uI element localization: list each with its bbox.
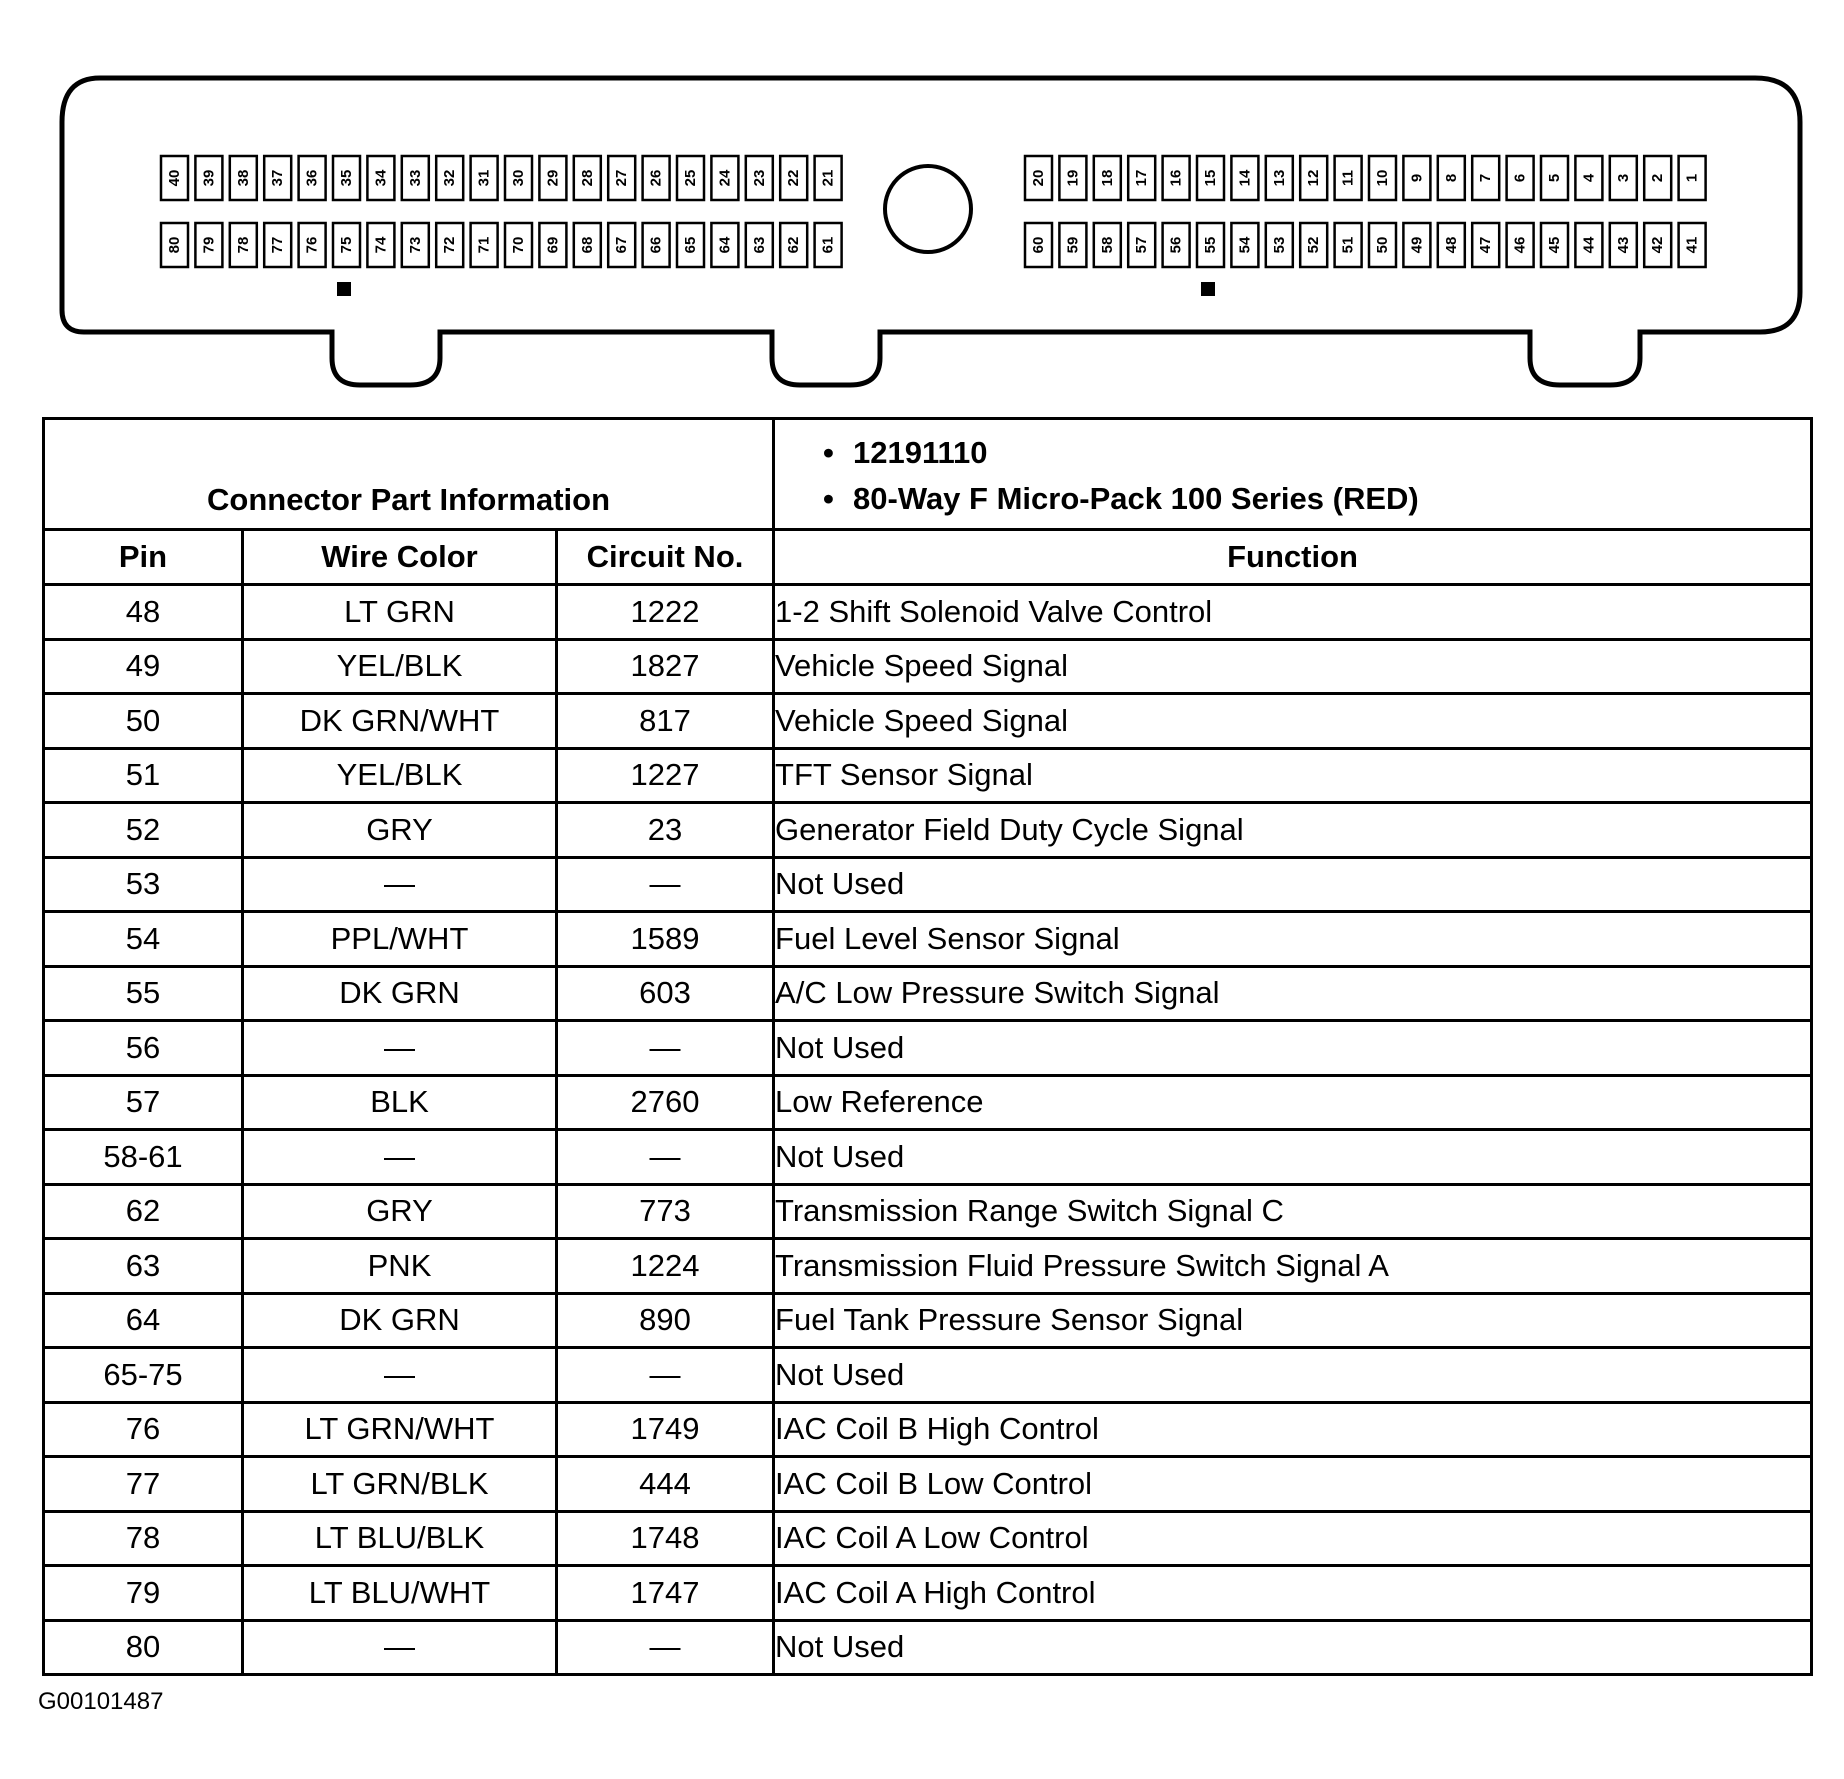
cell-pin: 58-61: [44, 1130, 243, 1185]
cell-function: IAC Coil B High Control: [774, 1402, 1812, 1457]
pin-number: 6: [1511, 173, 1529, 183]
pin-number: 76: [303, 236, 321, 254]
pin-number: 8: [1442, 173, 1460, 183]
table-row: [44, 1130, 1812, 1185]
pin-number: 16: [1167, 169, 1185, 187]
pin-number: 51: [1339, 236, 1357, 254]
cell-function: Not Used: [774, 1348, 1812, 1403]
pin-number: 58: [1098, 236, 1116, 254]
col-header-wire-color: Wire Color: [243, 530, 557, 585]
figure-id: G00101487: [38, 1688, 164, 1715]
pin-number: 10: [1374, 169, 1391, 187]
cell-function: IAC Coil A Low Control: [774, 1511, 1812, 1566]
pin-number: 36: [303, 169, 321, 187]
part-info-list: [774, 419, 1812, 530]
left-alignment-mark: [337, 282, 351, 296]
pin-number: 18: [1098, 169, 1116, 187]
cell-pin: 77: [44, 1457, 243, 1512]
pin-number: 60: [1030, 236, 1047, 254]
cell-function: Low Reference: [774, 1075, 1812, 1130]
pin-number: 25: [682, 169, 699, 187]
cell-circuit-no: 1224: [557, 1239, 774, 1294]
pin-number: 14: [1236, 169, 1254, 187]
cell-pin: 78: [44, 1511, 243, 1566]
pin-number: 75: [338, 236, 355, 254]
pin-number: 31: [475, 169, 493, 187]
pin-number: 62: [785, 236, 803, 254]
pin-number: 73: [406, 236, 424, 254]
cell-function: Not Used: [774, 1130, 1812, 1185]
cell-wire-color: PNK: [243, 1239, 557, 1294]
col-header-pin: Pin: [44, 530, 243, 585]
pin-number: 19: [1064, 169, 1082, 187]
pin-number: 66: [647, 236, 665, 254]
table-row: [44, 803, 1812, 858]
cell-wire-color: —: [243, 857, 557, 912]
connector-housing-outline: [62, 78, 1800, 385]
table-row: [44, 966, 1812, 1021]
table-row: [44, 1620, 1812, 1675]
cell-function: TFT Sensor Signal: [774, 748, 1812, 803]
table-header-info-row: [44, 419, 1812, 530]
pin-number: 56: [1167, 236, 1185, 254]
connector-type-item: • 80-Way F Micro-Pack 100 Series (RED): [823, 481, 1419, 516]
cell-circuit-no: 1747: [557, 1566, 774, 1621]
cell-wire-color: YEL/BLK: [243, 748, 557, 803]
cell-circuit-no: 1827: [557, 639, 774, 694]
column-header-row: [44, 530, 1812, 585]
table-row: [44, 748, 1812, 803]
cell-wire-color: DK GRN: [243, 966, 557, 1021]
pin-number: 13: [1270, 169, 1288, 187]
pin-number: 20: [1030, 169, 1047, 187]
cell-circuit-no: —: [557, 1348, 774, 1403]
cell-pin: 50: [44, 694, 243, 749]
cell-circuit-no: —: [557, 1620, 774, 1675]
pin-number: 79: [200, 236, 218, 254]
cell-circuit-no: —: [557, 857, 774, 912]
table-row: [44, 1566, 1812, 1621]
pin-number: 33: [406, 169, 424, 187]
cell-wire-color: LT GRN/WHT: [243, 1402, 557, 1457]
pin-number: 11: [1339, 170, 1357, 186]
cell-wire-color: LT GRN: [243, 585, 557, 640]
pin-number: 70: [510, 236, 527, 254]
cell-pin: 52: [44, 803, 243, 858]
cell-circuit-no: 444: [557, 1457, 774, 1512]
part-number-item: • 12191110: [823, 435, 988, 470]
pin-number: 7: [1477, 173, 1495, 183]
cell-pin: 51: [44, 748, 243, 803]
pin-number: 28: [578, 169, 596, 187]
cell-wire-color: LT BLU/BLK: [243, 1511, 557, 1566]
pin-number: 39: [200, 169, 218, 187]
cell-function: IAC Coil B Low Control: [774, 1457, 1812, 1512]
pin-number: 61: [819, 236, 837, 254]
pin-number: 71: [475, 236, 493, 254]
pin-number: 30: [510, 169, 527, 187]
pin-number: 64: [716, 236, 734, 254]
pin-number: 49: [1408, 236, 1426, 254]
cell-circuit-no: 23: [557, 803, 774, 858]
cell-wire-color: BLK: [243, 1075, 557, 1130]
pin-number: 35: [338, 169, 355, 187]
pin-number: 40: [166, 169, 183, 187]
pin-number: 52: [1305, 236, 1323, 254]
center-guide-hole: [885, 166, 971, 252]
pin-number: 26: [647, 169, 665, 187]
pin-number: 53: [1270, 236, 1288, 254]
cell-pin: 79: [44, 1566, 243, 1621]
pin-number: 57: [1133, 236, 1151, 254]
table-row: [44, 694, 1812, 749]
pin-number: 21: [819, 169, 837, 187]
pin-number: 24: [716, 169, 734, 187]
pin-number: 45: [1546, 236, 1563, 254]
pin-number: 38: [234, 169, 252, 187]
table-row: [44, 1348, 1812, 1403]
pin-number: 50: [1374, 236, 1391, 254]
pin-number: 44: [1580, 236, 1598, 254]
cell-wire-color: GRY: [243, 803, 557, 858]
pin-number: 9: [1408, 173, 1426, 183]
cell-function: Transmission Range Switch Signal C: [774, 1184, 1812, 1239]
pin-number: 12: [1305, 169, 1323, 187]
pin-number: 32: [441, 169, 459, 187]
table-row: [44, 1511, 1812, 1566]
pin-number: 67: [613, 236, 631, 254]
table-row: [44, 1075, 1812, 1130]
pin-number: 48: [1442, 236, 1460, 254]
cell-wire-color: GRY: [243, 1184, 557, 1239]
cell-wire-color: —: [243, 1620, 557, 1675]
pin-number: 42: [1649, 236, 1667, 254]
cell-pin: 62: [44, 1184, 243, 1239]
pin-number: 27: [613, 169, 631, 187]
table-row: [44, 1457, 1812, 1512]
cell-function: IAC Coil A High Control: [774, 1566, 1812, 1621]
pin-number: 74: [372, 236, 390, 254]
pin-number: 23: [750, 169, 768, 187]
right-alignment-mark: [1201, 282, 1215, 296]
pin-number: 17: [1133, 169, 1151, 187]
cell-pin: 54: [44, 912, 243, 967]
pin-number: 54: [1236, 236, 1254, 254]
pin-number: 4: [1580, 173, 1598, 183]
connector-part-information-title: Connector Part Information: [44, 419, 774, 530]
table-row: [44, 1402, 1812, 1457]
cell-circuit-no: 1748: [557, 1511, 774, 1566]
pin-number: 59: [1064, 236, 1082, 254]
pin-number: 2: [1649, 173, 1667, 183]
pin-number: 68: [578, 236, 596, 254]
table-row: [44, 1239, 1812, 1294]
pin-number: 37: [269, 169, 287, 187]
cell-pin: 53: [44, 857, 243, 912]
cell-pin: 57: [44, 1075, 243, 1130]
table-row: [44, 1184, 1812, 1239]
table-row: [44, 1021, 1812, 1076]
cell-circuit-no: 2760: [557, 1075, 774, 1130]
connector-type: 80-Way F Micro-Pack 100 Series (RED): [853, 481, 1419, 516]
cell-function: A/C Low Pressure Switch Signal: [774, 966, 1812, 1021]
table-row: [44, 912, 1812, 967]
cell-circuit-no: —: [557, 1021, 774, 1076]
cell-function: Fuel Tank Pressure Sensor Signal: [774, 1293, 1812, 1348]
cell-wire-color: —: [243, 1348, 557, 1403]
pin-number: 1: [1683, 173, 1701, 183]
cell-wire-color: DK GRN/WHT: [243, 694, 557, 749]
cell-pin: 76: [44, 1402, 243, 1457]
cell-function: Fuel Level Sensor Signal: [774, 912, 1812, 967]
cell-function: Not Used: [774, 1021, 1812, 1076]
col-header-function: Function: [774, 530, 1812, 585]
connector-face-diagram: [0, 0, 1844, 400]
col-header-circuit-no: Circuit No.: [557, 530, 774, 585]
pin-number: 41: [1683, 236, 1701, 254]
cell-function: Not Used: [774, 1620, 1812, 1675]
connector-pinout-table: [42, 417, 1813, 1676]
pin-number: 47: [1477, 236, 1495, 254]
pin-number: 69: [544, 236, 562, 254]
cell-function: Vehicle Speed Signal: [774, 694, 1812, 749]
cell-pin: 80: [44, 1620, 243, 1675]
cell-circuit-no: 817: [557, 694, 774, 749]
cell-wire-color: YEL/BLK: [243, 639, 557, 694]
cell-pin: 64: [44, 1293, 243, 1348]
pin-number: 43: [1614, 236, 1632, 254]
cell-wire-color: LT GRN/BLK: [243, 1457, 557, 1512]
cell-circuit-no: 1589: [557, 912, 774, 967]
pin-number: 15: [1202, 169, 1219, 187]
cell-function: Vehicle Speed Signal: [774, 639, 1812, 694]
cell-pin: 65-75: [44, 1348, 243, 1403]
cell-function: Not Used: [774, 857, 1812, 912]
table-row: [44, 1293, 1812, 1348]
table-row: [44, 585, 1812, 640]
cell-function: Generator Field Duty Cycle Signal: [774, 803, 1812, 858]
cell-circuit-no: 890: [557, 1293, 774, 1348]
pin-number: 55: [1202, 236, 1219, 254]
pin-number: 78: [234, 236, 252, 254]
part-number: 12191110: [853, 435, 988, 470]
pin-number: 63: [750, 236, 768, 254]
cell-pin: 63: [44, 1239, 243, 1294]
cell-wire-color: PPL/WHT: [243, 912, 557, 967]
cell-wire-color: DK GRN: [243, 1293, 557, 1348]
pin-number: 29: [544, 169, 562, 187]
table-row: [44, 639, 1812, 694]
cell-circuit-no: 603: [557, 966, 774, 1021]
pin-number: 34: [372, 169, 390, 187]
pin-number: 72: [441, 236, 459, 254]
cell-wire-color: —: [243, 1021, 557, 1076]
cell-circuit-no: 1749: [557, 1402, 774, 1457]
cell-wire-color: LT BLU/WHT: [243, 1566, 557, 1621]
cell-pin: 49: [44, 639, 243, 694]
table-row: [44, 857, 1812, 912]
cell-pin: 48: [44, 585, 243, 640]
pin-number: 65: [682, 236, 699, 254]
cell-wire-color: —: [243, 1130, 557, 1185]
cell-circuit-no: —: [557, 1130, 774, 1185]
cell-pin: 55: [44, 966, 243, 1021]
cell-circuit-no: 1227: [557, 748, 774, 803]
cell-function: Transmission Fluid Pressure Switch Signal A: [774, 1239, 1812, 1294]
pin-number: 5: [1546, 173, 1563, 183]
pin-number: 77: [269, 236, 287, 254]
pin-number: 3: [1614, 173, 1632, 183]
pin-number: 80: [166, 236, 183, 254]
pin-number: 46: [1511, 236, 1529, 254]
cell-circuit-no: 1222: [557, 585, 774, 640]
cell-pin: 56: [44, 1021, 243, 1076]
cell-function: 1-2 Shift Solenoid Valve Control: [774, 585, 1812, 640]
pin-number: 22: [785, 169, 803, 187]
cell-circuit-no: 773: [557, 1184, 774, 1239]
